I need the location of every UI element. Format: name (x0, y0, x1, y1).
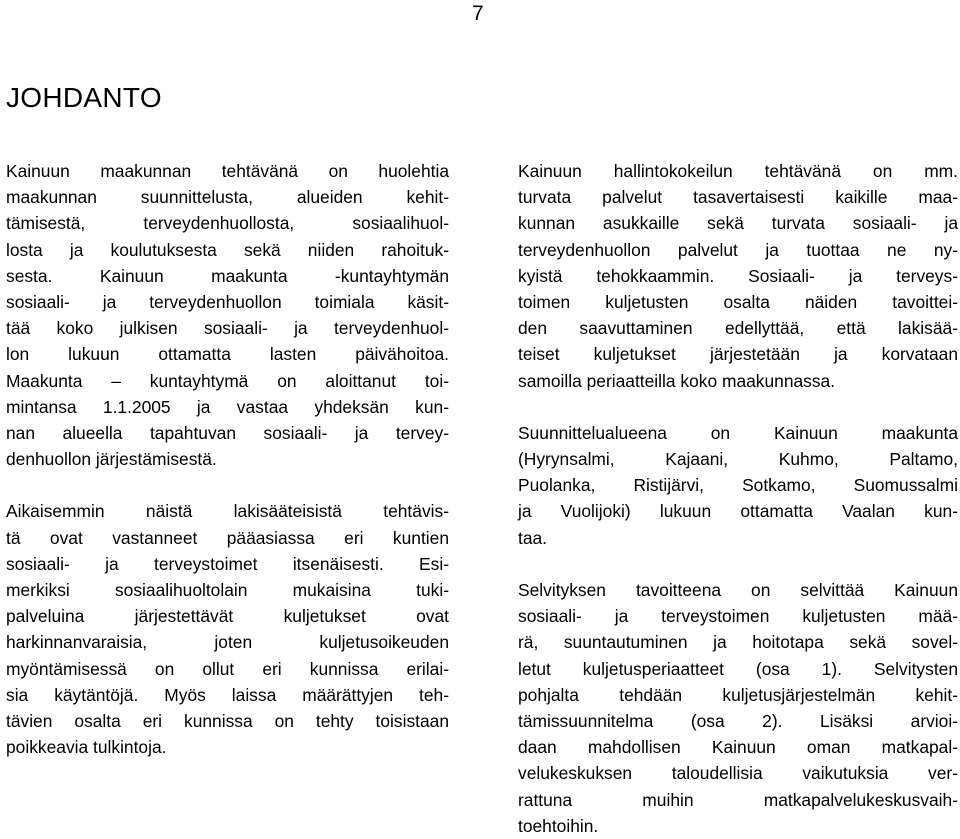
text-line: tävien osalta eri kunnissa on tehty toisistaan (6, 710, 449, 731)
text-line: letut kuljetusperiaatteet (osa 1). Selvitysten (518, 658, 958, 679)
text-line: samoilla periaatteilla koko maakunnassa. (518, 370, 836, 391)
text-line: terveydenhuollon palvelut ja tuottaa ne ny- (518, 239, 958, 260)
paragraph-gap (6, 472, 449, 498)
text-line: nan alueella tapahtuvan sosiaali- ja tervey- (6, 422, 449, 443)
text-line: velukeskuksen taloudellisia vaikutuksia ver- (518, 763, 958, 784)
paragraph (518, 420, 958, 551)
text-line: Selvityksen tavoitteena on selvittää Kainuun (518, 580, 958, 600)
text-line: tämissuunnitelma (osa 2). Lisäksi arvioi- (518, 710, 958, 731)
text-line: (Hyrynsalmi, Kajaani, Kuhmo, Paltamo, (518, 449, 958, 470)
text-line: maakunnan suunnittelusta, alueiden kehit- (6, 187, 449, 208)
paragraph (6, 158, 449, 472)
text-line: turvata palvelut tasavertaisesti kaikille maa- (518, 187, 958, 208)
text-line: kyistä tehokkaammin. Sosiaali- ja terveys- (518, 265, 958, 286)
paragraph-gap (518, 551, 958, 577)
text-line: tämisestä, terveydenhuollosta, sosiaalihuol- (6, 213, 449, 234)
text-line: toimen kuljetusten osalta näiden tavoittei- (518, 291, 958, 312)
text-line: palveluina järjestettävät kuljetukset ovat (6, 606, 449, 627)
text-line: kunnan asukkaille sekä turvata sosiaali- ja (518, 213, 958, 234)
paragraph (6, 498, 449, 760)
paragraph (518, 577, 958, 839)
text-line: Maakunta – kuntayhtymä on aloittanut toi- (6, 370, 449, 391)
text-line: Kainuun maakunnan tehtävänä on huolehtia (6, 161, 449, 181)
right-column (518, 158, 958, 839)
text-line: taa. (518, 527, 548, 548)
text-line: mintansa 1.1.2005 ja vastaa yhdeksän kun- (6, 396, 449, 417)
text-line: sosiaali- ja terveydenhuollon toimiala käsit- (6, 291, 449, 312)
left-column (6, 158, 449, 760)
text-line: poikkeavia tulkintoja. (6, 737, 167, 758)
text-line: Suunnittelualueena on Kainuun maakunta (518, 422, 958, 443)
text-line: harkinnanvaraisia, joten kuljetusoikeuden (6, 632, 449, 653)
text-line: pohjalta tehdään kuljetusjärjestelmän kehit- (518, 684, 958, 705)
text-line: myöntämisessä on ollut eri kunnissa erilai- (6, 658, 449, 679)
text-line: toehtoihin. (518, 815, 599, 836)
text-line: sosiaali- ja terveystoimet itsenäisesti. Esi- (6, 553, 449, 574)
page-number: 7 (472, 2, 484, 25)
text-line: Kainuun hallintokokeilun tehtävänä on mm. (518, 161, 958, 181)
text-line: sesta. Kainuun maakunta -kuntayhtymän (6, 265, 449, 286)
text-line: sosiaali- ja terveystoimen kuljetusten mää- (518, 606, 958, 627)
text-line: teiset kuljetukset järjestetään ja korvataan (518, 344, 958, 365)
paragraph (518, 158, 958, 394)
text-line: losta ja koulutuksesta sekä niiden rahoituk- (6, 239, 449, 260)
text-line: den saavuttaminen edellyttää, että lakisää- (518, 318, 958, 339)
text-line: daan mahdollisen Kainuun oman matkapal- (518, 737, 958, 758)
text-line: ja Vuolijoki) lukuun ottamatta Vaalan kun- (518, 501, 958, 522)
text-line: rattuna muihin matkapalvelukeskusvaih- (518, 789, 958, 810)
text-line: sia käytäntöjä. Myös laissa määrättyjen teh- (6, 684, 449, 705)
text-line: tä ovat vastanneet pääasiassa eri kuntien (6, 527, 449, 548)
text-line: lon lukuun ottamatta lasten päivähoitoa. (6, 344, 449, 365)
text-line: tää koko julkisen sosiaali- ja terveydenhuol- (6, 318, 449, 339)
page-heading: JOHDANTO (6, 82, 162, 113)
paragraph-gap (518, 394, 958, 420)
text-line: denhuollon järjestämisestä. (6, 449, 217, 470)
text-line: rä, suuntautuminen ja hoitotapa sekä sovel- (518, 632, 958, 653)
text-line: merkiksi sosiaalihuoltolain mukaisina tuki- (6, 580, 449, 600)
text-line: Puolanka, Ristijärvi, Sotkamo, Suomussalmi (518, 475, 958, 496)
text-line: Aikaisemmin näistä lakisääteisistä tehtävis- (6, 501, 449, 522)
